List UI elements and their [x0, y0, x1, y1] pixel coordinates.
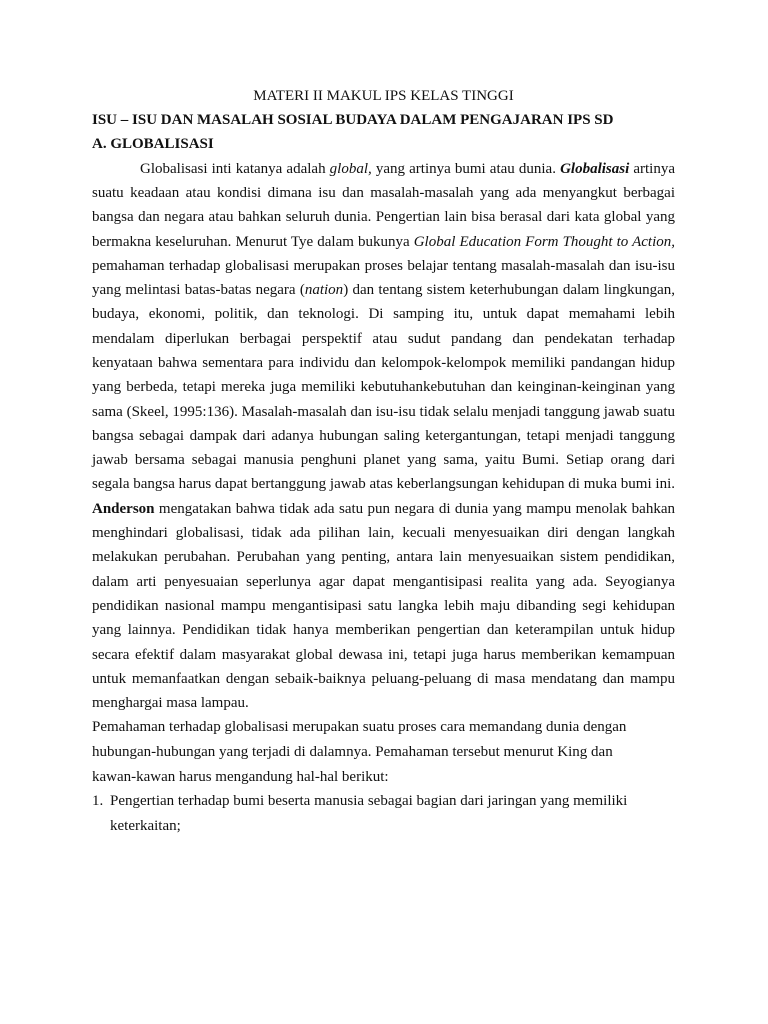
- section-heading: A. GLOBALISASI: [92, 136, 214, 153]
- paragraph-pemahaman: [92, 715, 675, 789]
- numbered-list: [92, 789, 675, 838]
- italic-book-title: Global Education Form Thought to Action,: [413, 233, 676, 250]
- text-run: mengatakan bahwa tidak ada satu pun negara di dunia yang mampu menolak bahkan menghindari globalisasi, tidak ada pilihan lain, kecuali menyesuaikan diri dengan langkah melakukan perubahan. Perubahan yang penting, antara lain menyesuaikan sistem pendidikan, dalam arti penyesuaian seperlunya agar dapat mengantisipasi realita yang ada. Seyogianya pendidikan nasional mampu mengantisipasi satu langka lebih maju dibanding segi kehidupan yang lainnya. Pendidikan tidak hanya memberikan pengertian dan keterampilan untuk hidup secara efektif dalam masyarakat global dewasa ini, tetapi juga harus memberikan kemampuan untuk memanfaatkan dengan sebaik-baiknya peluang-peluang di masa mendatang dan mampu menghargai masa lampau.: [92, 500, 675, 712]
- italic-term-global: global,: [329, 160, 372, 177]
- document-subtitle: ISU – ISU DAN MASALAH SOSIAL BUDAYA DALAM PENGAJARAN IPS SD: [92, 112, 614, 129]
- text-run: Globalisasi inti katanya adalah: [140, 160, 330, 177]
- paragraph-line: hubungan-hubungan yang terjadi di dalamnya. Pemahaman tersebut menurut King dan: [92, 744, 613, 761]
- bold-italic-term-globalisasi: Globalisasi: [560, 160, 630, 177]
- italic-term-nation: nation: [304, 282, 344, 299]
- paragraph-line: kawan-kawan harus mengandung hal-hal berikut:: [92, 768, 389, 785]
- text-run: ) dan tentang sistem keterhubungan dalam lingkungan, budaya, ekonomi, politik, dan teknologi. Di samping itu, untuk dapat memahami lebih mendalam diperlukan berbagai perspektif atau sudut pandang dan pendekatan terhadap kenyataan bahwa sementara para individu dan kelompok-kelompok memiliki pandangan hidup yang berbeda, tetapi mereka juga memiliki kebutuhankebutuhan dan keinginan-keinginan yang sama (Skeel, 1995:136). Masalah-masalah dan isu-isu tidak selalu menjadi tanggung jawab suatu bangsa sebagai dampak dari adanya hubungan saling ketergantungan, tetapi menjadi tanggung jawab bersama sebagai manusia penghuni planet yang sama, yaitu Bumi. Setiap orang dari segala bangsa harus dapat bertanggung jawab atas keberlangsungan kehidupan di muka bumi ini.: [92, 282, 675, 493]
- document-title: MATERI II MAKUL IPS KELAS TINGGI: [253, 88, 514, 104]
- text-run: artinya suatu keadaan atau kondisi dimana isu dan masalah-masalah yang ada menyangkut berbagai bangsa dan negara atau bahkan seluruh dunia. Pengertian lain bisa berasal dari kata global yang bermakna keseluruhan. Menurut Tye dalam bukunya: [92, 160, 675, 250]
- paragraph-globalisasi: [92, 157, 675, 716]
- text-run: yang artinya bumi atau dunia.: [371, 160, 561, 177]
- bold-name-anderson: Anderson: [92, 500, 155, 517]
- paragraph-line: Pemahaman terhadap globalisasi merupakan suatu proses cara memandang dunia dengan: [92, 719, 627, 736]
- list-item-text: Pengertian terhadap bumi beserta manusia sebagai bagian dari jaringan yang memiliki keterkaitan;: [110, 793, 628, 834]
- text-run: pemahaman terhadap globalisasi merupakan proses belajar tentang masalah-masalah dan isu-isu yang melintasi batas-batas negara (: [92, 257, 675, 299]
- list-number: 1.: [92, 793, 104, 810]
- document-page: [92, 84, 675, 838]
- list-item: [92, 789, 675, 838]
